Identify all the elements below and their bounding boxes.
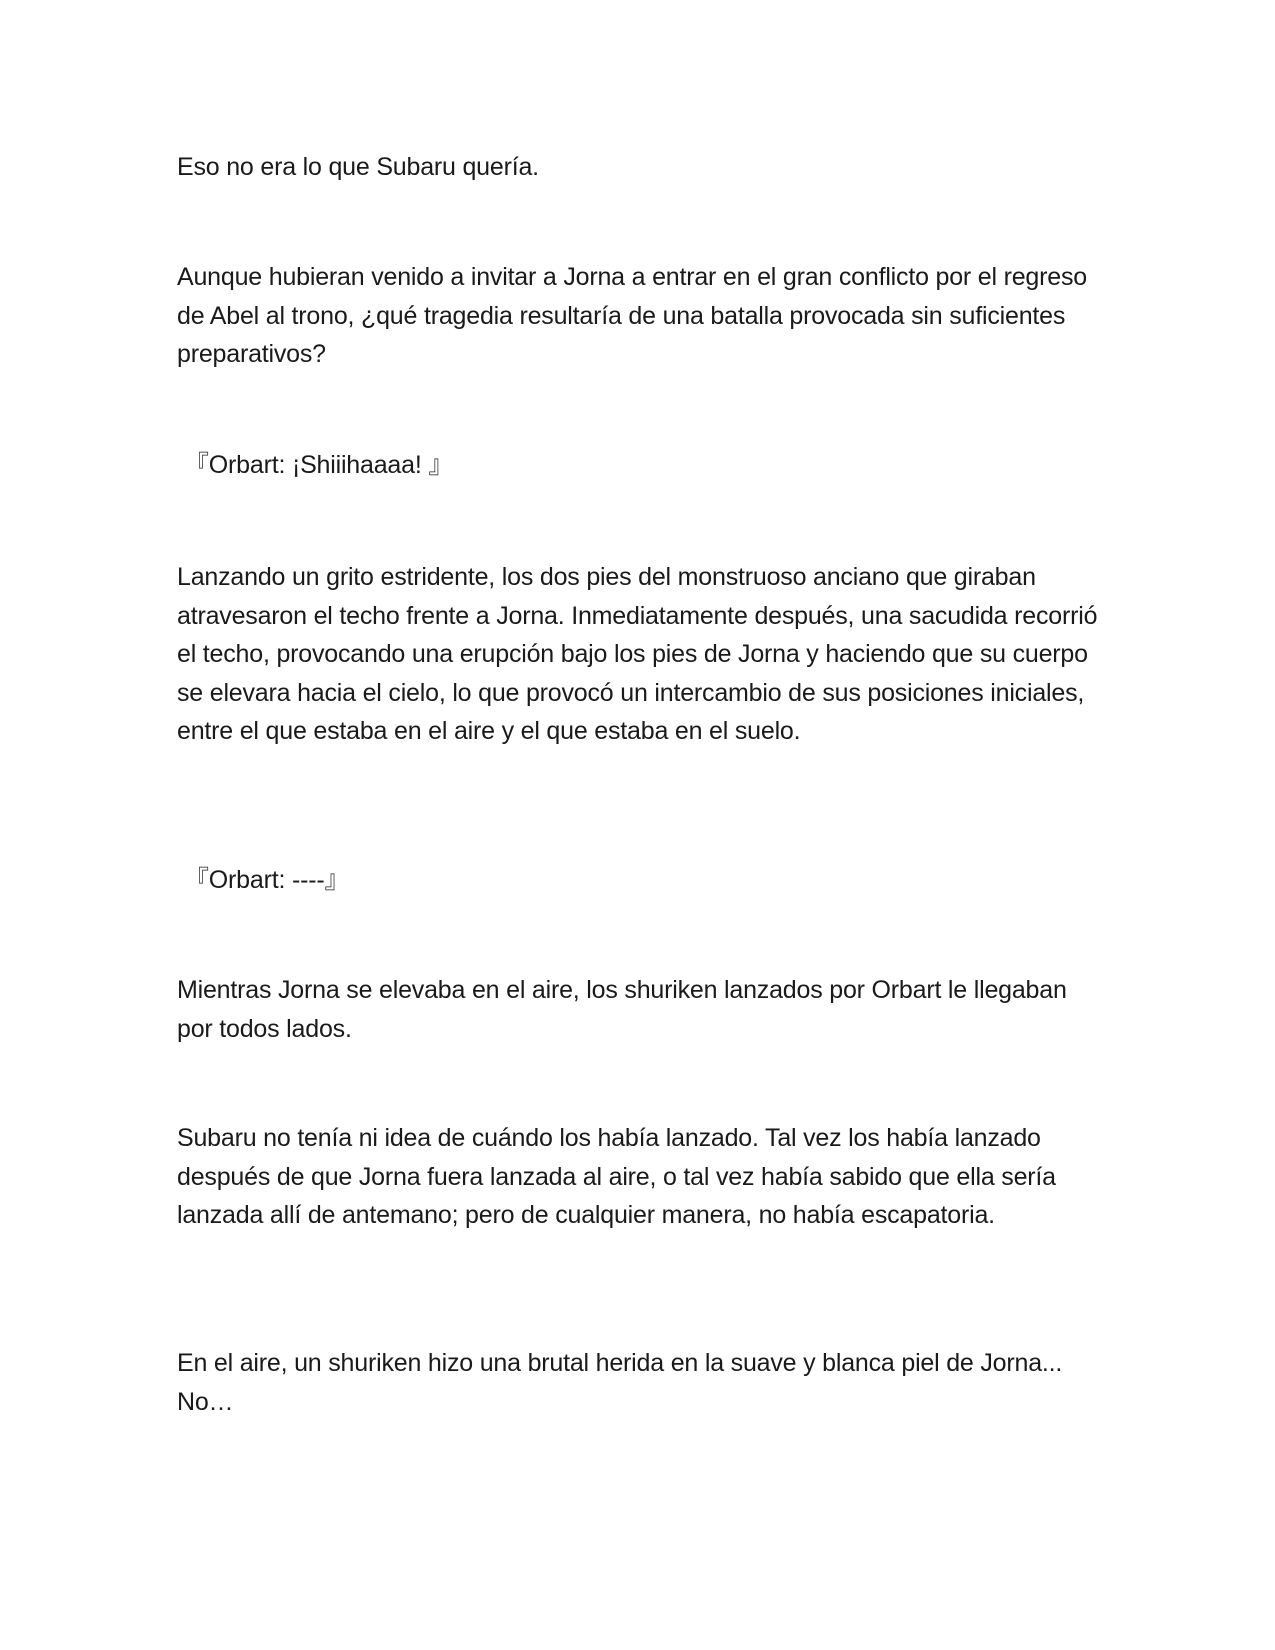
dialogue-orbart-shout: 『Orbart: ¡Shiiihaaaa! 』 [184, 451, 454, 479]
paragraph-wound: En el aire, un shuriken hizo una brutal herida en la suave y blanca piel de Jorna... No… [177, 1349, 1063, 1416]
paragraph-abel-throne: Aunque hubieran venido a invitar a Jorna a entrar en el gran conflicto por el regreso de Abel al trono, ¿qué tragedia resultaría de una batalla provocada sin suficientes preparativos? [177, 263, 1087, 368]
paragraph-shuriken-flying: Mientras Jorna se elevaba en el aire, los shuriken lanzados por Orbart le llegaban por todos lados. [177, 976, 1067, 1043]
paragraph-scream-roof: Lanzando un grito estridente, los dos pies del monstruoso anciano que giraban atravesaron el techo frente a Jorna. Inmediatamente después, una sacudida recorrió el techo, provocando una erupción bajo los pies de Jorna y haciendo que su cuerpo se elevara hacia el cielo, lo que provocó un intercambio de sus posiciones iniciales, entre el que estaba en el aire y el que estaba en el suelo. [177, 563, 1098, 745]
paragraph-subaru-wish: Eso no era lo que Subaru quería. [177, 153, 539, 181]
paragraph-no-escape: Subaru no tenía ni idea de cuándo los había lanzado. Tal vez los había lanzado después de que Jorna fuera lanzada al aire, o tal vez había sabido que ella sería lanzada allí de antemano; pero de cualquier manera, no había escapatoria. [177, 1124, 1056, 1229]
dialogue-orbart-silence: 『Orbart: ----』 [184, 866, 350, 894]
